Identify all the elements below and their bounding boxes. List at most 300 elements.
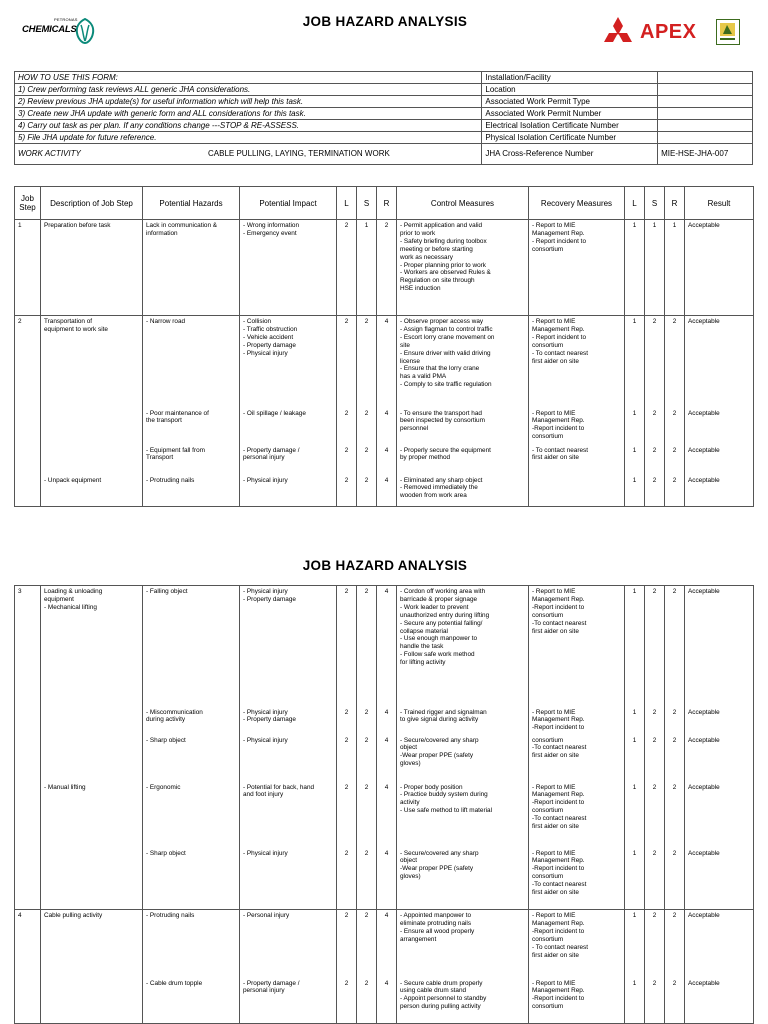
cell-text: - Report to MIE Management Rep. -Report incident to consortium -To contact nearest first aider on site [532, 783, 587, 831]
cell-impact [240, 475, 337, 507]
cell-result [685, 910, 754, 978]
hazard-row [15, 848, 754, 910]
cell-hazard [143, 910, 240, 978]
cell-l2 [625, 316, 645, 408]
cell-s2 [645, 316, 665, 408]
cell-recovery [529, 586, 625, 707]
cell-l [337, 220, 357, 316]
cell-control [397, 586, 529, 707]
field-label: Associated Work Permit Type [482, 96, 658, 108]
cell-step [15, 445, 41, 475]
page-header [0, 0, 768, 64]
cell-text: 4 [384, 783, 389, 791]
cell-text: - Narrow road [146, 318, 186, 325]
cell-text: - Report to MIE Management Rep. - Report incident to consortium [532, 222, 586, 253]
cell-text: - Physical injury - Property damage [243, 588, 296, 603]
cell-text: 4 [384, 318, 389, 325]
field-label: Location [482, 84, 658, 96]
cell-text: Preparation before task [44, 222, 111, 229]
field-value[interactable] [658, 84, 753, 96]
cell-s2 [645, 220, 665, 316]
column-header: Recovery Measures [529, 187, 625, 220]
cell-text: Acceptable [688, 912, 720, 919]
cell-text: 2 [364, 783, 369, 791]
column-header: Description of Job Step [41, 187, 143, 220]
cell-text: - Observe proper access way - Assign flagman to control traffic - Escort lorry crane movement on site - Ensure driver with valid driving license - Ensure that the lorry crane has a valid PMA - Comply to site traffic regulation [400, 318, 495, 389]
cell-result [685, 978, 754, 1024]
three-diamonds-icon [600, 16, 636, 48]
cell-desc [41, 782, 143, 848]
cell-s [357, 408, 377, 445]
cell-r2 [665, 707, 685, 735]
cell-step [15, 910, 41, 978]
cell-hazard [143, 445, 240, 475]
cell-s2 [645, 848, 665, 910]
cell-desc [41, 445, 143, 475]
cell-text: - Report to MIE Management Rep. -Report incident to consortium -To contact nearest first aider on site [532, 849, 587, 897]
field-value[interactable] [658, 72, 753, 84]
cell-text: 2 [364, 446, 369, 454]
cell-desc [41, 316, 143, 408]
cell-s [357, 910, 377, 978]
cell-text: 2 [344, 222, 349, 229]
cell-text: - Falling object [146, 588, 188, 595]
hazard-row [15, 978, 754, 1024]
cell-r [377, 586, 397, 707]
cell-text: - Manual lifting [44, 783, 86, 791]
cell-hazard [143, 978, 240, 1024]
cell-text: 2 [364, 912, 369, 919]
cell-s [357, 848, 377, 910]
cell-text: Acceptable [688, 222, 720, 229]
column-header: L [625, 187, 645, 220]
cell-text: 2 [344, 708, 349, 716]
field-label: Electrical Isolation Certificate Number [482, 120, 658, 132]
cell-text: 4 [384, 708, 389, 716]
cell-l2 [625, 782, 645, 848]
cell-text: 2 [672, 979, 677, 987]
cell-text: - Protruding nails [146, 476, 195, 484]
cell-text: - Unpack equipment [44, 476, 102, 484]
cell-text: - Eliminated any sharp object - Removed immediately the wooden from work area [400, 476, 483, 500]
cell-control [397, 978, 529, 1024]
cell-text: - Collision - Traffic obstruction - Vehicle accident - Property damage - Physical injury [243, 318, 298, 357]
logo-left-top-text: PETRONAS [54, 17, 78, 22]
cell-step [15, 316, 41, 408]
instruction-text: 4) Carry out task as per plan. If any conditions change ---STOP & RE-ASSESS. [15, 120, 482, 132]
cell-hazard [143, 735, 240, 782]
work-activity-row [15, 144, 753, 165]
cell-result [685, 316, 754, 408]
cell-l2 [625, 735, 645, 782]
column-header: S [645, 187, 665, 220]
cell-text: 2 [364, 736, 369, 744]
cell-text: 1 [632, 409, 637, 417]
cell-text: 2 [364, 588, 369, 595]
cell-text: - Report to MIE Management Rep. -Report incident to consortium [532, 979, 585, 1011]
cell-text: 2 [364, 979, 369, 987]
cell-text: 2 [18, 318, 22, 325]
cell-result [685, 408, 754, 445]
cell-text: 4 [384, 409, 389, 417]
cell-r [377, 910, 397, 978]
cell-impact [240, 848, 337, 910]
cell-s2 [645, 586, 665, 707]
column-header: R [377, 187, 397, 220]
cell-s [357, 316, 377, 408]
cell-s2 [645, 910, 665, 978]
cell-l2 [625, 408, 645, 445]
cell-recovery [529, 220, 625, 316]
cell-text: 2 [364, 476, 369, 484]
cell-s2 [645, 978, 665, 1024]
work-activity-value: CABLE PULLING, LAYING, TERMINATION WORK [208, 149, 390, 158]
partner-emblem-icon [716, 19, 740, 45]
cell-result [685, 445, 754, 475]
cell-text: 4 [384, 736, 389, 744]
hazard-row [15, 445, 754, 475]
hazard-row [15, 220, 754, 316]
jha-table-1 [14, 186, 754, 507]
column-header: Job Step [15, 187, 41, 220]
cell-text: - Physical injury [243, 736, 288, 744]
instruction-text: 3) Create new JHA update with generic form and ALL considerations for this task. [15, 108, 482, 120]
cell-text: Lack in communication & information [146, 222, 218, 237]
cell-text: 2 [364, 708, 369, 716]
cell-text: Acceptable [688, 318, 720, 325]
cell-text: 4 [384, 849, 389, 857]
cell-text: Acceptable [688, 708, 720, 716]
field-label: Physical Isolation Certificate Number [482, 132, 658, 144]
cell-desc [41, 475, 143, 507]
cell-hazard [143, 782, 240, 848]
cell-l2 [625, 978, 645, 1024]
cell-text: Acceptable [688, 409, 720, 417]
cell-step [15, 978, 41, 1024]
cell-impact [240, 316, 337, 408]
hazard-row [15, 735, 754, 782]
cell-hazard [143, 408, 240, 445]
jha-table-2 [14, 585, 754, 1024]
cell-text: - Report to MIE Management Rep. -Report incident to consortium -To contact nearest first aider on site [532, 588, 587, 635]
cell-text: 1 [632, 912, 637, 919]
info-row [15, 108, 753, 120]
cell-text: - Properly secure the equipment by proper method [400, 446, 491, 462]
cell-text: - Protruding nails [146, 912, 195, 919]
info-row [15, 84, 753, 96]
cell-impact [240, 735, 337, 782]
cell-text: 1 [632, 446, 637, 454]
cell-impact [240, 707, 337, 735]
cell-control [397, 475, 529, 507]
cell-text: 1 [632, 318, 637, 325]
cell-r2 [665, 848, 685, 910]
cell-r2 [665, 735, 685, 782]
xref-value: MIE-HSE-JHA-007 [658, 144, 753, 165]
cell-text: 2 [344, 912, 349, 919]
cell-text: - Secure/covered any sharp object -Wear proper PPE (safety gloves) [400, 849, 479, 881]
cell-text: - Poor maintenance of the transport [146, 409, 209, 425]
cell-text: 2 [652, 912, 657, 919]
cell-l [337, 848, 357, 910]
cell-text: 2 [672, 476, 677, 484]
cell-text: - Proper body position - Practice buddy system during activity - Use safe method to lift material [400, 783, 492, 815]
cell-text: 2 [672, 409, 677, 417]
cell-step [15, 848, 41, 910]
cell-text: 1 [672, 222, 677, 229]
cell-text: 1 [18, 222, 22, 229]
logo-left-text: CHEMICALS [22, 24, 77, 35]
instruction-text: 2) Review previous JHA update(s) for useful information which will help this task. [15, 96, 482, 108]
section-title: JOB HAZARD ANALYSIS [302, 558, 468, 573]
cell-text: 2 [344, 736, 349, 744]
cell-step [15, 220, 41, 316]
cell-l [337, 475, 357, 507]
cell-r2 [665, 475, 685, 507]
cell-text: - Cable drum topple [146, 979, 203, 987]
cell-desc [41, 735, 143, 782]
cell-text: 2 [652, 849, 657, 857]
cell-result [685, 707, 754, 735]
cell-text: - Personal injury [243, 912, 290, 919]
cell-r [377, 707, 397, 735]
cell-r2 [665, 220, 685, 316]
cell-desc [41, 586, 143, 707]
cell-impact [240, 445, 337, 475]
cell-text: Acceptable [688, 476, 720, 484]
cell-l2 [625, 445, 645, 475]
cell-text: - Miscommunication during activity [146, 708, 203, 724]
cell-text: 2 [672, 849, 677, 857]
cell-text: 1 [652, 222, 657, 229]
cell-result [685, 475, 754, 507]
cell-s2 [645, 475, 665, 507]
apex-logo-text: APEX [640, 21, 697, 43]
xref-label: JHA Cross-Reference Number [482, 144, 658, 165]
cell-l2 [625, 848, 645, 910]
cell-text: - Wrong information - Emergency event [243, 222, 299, 237]
cell-text: 2 [344, 409, 349, 417]
cell-impact [240, 408, 337, 445]
cell-text: 2 [344, 476, 349, 484]
cell-desc [41, 910, 143, 978]
cell-s [357, 782, 377, 848]
info-row [15, 132, 753, 144]
cell-text: - Appointed manpower to eliminate protruding nails - Ensure all wood properly arrangement [400, 912, 475, 943]
cell-l [337, 707, 357, 735]
cell-control [397, 220, 529, 316]
apex-logo [600, 16, 750, 52]
cell-text: - Secure/covered any sharp object -Wear proper PPE (safety gloves) [400, 736, 479, 768]
cell-text: - To contact nearest first aider on site [532, 446, 589, 462]
hazard-row [15, 782, 754, 848]
cell-l [337, 978, 357, 1024]
cell-step [15, 782, 41, 848]
cell-r [377, 782, 397, 848]
cell-text: 1 [632, 783, 637, 791]
cell-text: 4 [384, 979, 389, 987]
cell-recovery [529, 475, 625, 507]
cell-text: - Permit application and valid prior to work - Safety briefing during toolbox meeting or before starting work as necessary - Proper planning prior to work - Workers are observed Rules & Regulation on site through HSE induction [400, 222, 491, 293]
cell-text: - Secure cable drum properly using cable drum stand - Appoint personnel to standby person during pulling activity [400, 979, 487, 1011]
cell-result [685, 220, 754, 316]
cell-text: Cable pulling activity [44, 912, 103, 919]
hazard-row [15, 316, 754, 408]
cell-r [377, 848, 397, 910]
info-row [15, 96, 753, 108]
cell-recovery [529, 978, 625, 1024]
cell-text: 1 [364, 222, 369, 229]
cell-text: 2 [364, 849, 369, 857]
cell-s [357, 475, 377, 507]
field-label: Associated Work Permit Number [482, 108, 658, 120]
cell-hazard [143, 220, 240, 316]
cell-step [15, 707, 41, 735]
cell-text: 1 [632, 222, 637, 229]
cell-text: - Property damage / personal injury [243, 446, 300, 462]
field-value[interactable] [658, 108, 753, 120]
cell-text: 1 [632, 708, 637, 716]
cell-control [397, 735, 529, 782]
cell-text: - Report to MIE Management Rep. -Report incident to consortium [532, 409, 585, 441]
cell-r2 [665, 316, 685, 408]
petronas-emblem-icon [74, 18, 96, 44]
cell-l [337, 445, 357, 475]
cell-r2 [665, 782, 685, 848]
cell-text: - Sharp object [146, 849, 186, 857]
cell-impact [240, 782, 337, 848]
cell-s [357, 445, 377, 475]
cell-desc [41, 220, 143, 316]
cell-text: - Ergonomic [146, 783, 181, 791]
cell-text: 4 [384, 588, 389, 595]
cell-desc [41, 848, 143, 910]
cell-text: Transportation of equipment to work site [44, 318, 108, 333]
cell-text: 1 [632, 588, 637, 595]
field-value[interactable] [658, 120, 753, 132]
cell-text: 2 [344, 446, 349, 454]
cell-text: - Report to MIE Management Rep. -Report incident to [532, 708, 585, 732]
cell-text: 2 [344, 849, 349, 857]
cell-text: 1 [632, 979, 637, 987]
cell-text: Acceptable [688, 736, 720, 744]
instruction-text: 1) Crew performing task reviews ALL generic JHA considerations. [15, 84, 482, 96]
cell-result [685, 848, 754, 910]
cell-r2 [665, 586, 685, 707]
cell-text: Acceptable [688, 446, 720, 454]
cell-text: 2 [384, 222, 389, 229]
cell-text: 4 [384, 446, 389, 454]
cell-s [357, 586, 377, 707]
cell-r2 [665, 978, 685, 1024]
cell-l [337, 586, 357, 707]
cell-r [377, 408, 397, 445]
cell-text: 2 [344, 979, 349, 987]
column-header: Potential Impact [240, 187, 337, 220]
cell-impact [240, 220, 337, 316]
cell-l [337, 782, 357, 848]
cell-text: 2 [344, 588, 349, 595]
cell-text: Loading & unloading equipment - Mechanical lifting [44, 588, 103, 611]
cell-control [397, 408, 529, 445]
cell-impact [240, 586, 337, 707]
cell-text: 2 [344, 783, 349, 791]
cell-recovery [529, 316, 625, 408]
cell-l2 [625, 220, 645, 316]
cell-text: 1 [632, 736, 637, 744]
cell-result [685, 782, 754, 848]
cell-r2 [665, 445, 685, 475]
leaf-icon [717, 20, 738, 43]
column-header: S [357, 187, 377, 220]
cell-text: 2 [652, 588, 657, 595]
cell-l2 [625, 586, 645, 707]
cell-text: Acceptable [688, 979, 720, 987]
cell-text: 2 [672, 912, 677, 919]
column-header: Result [685, 187, 754, 220]
cell-text: - Equipment fall from Transport [146, 446, 205, 462]
cell-l [337, 735, 357, 782]
cell-text: - Report to MIE Management Rep. - Report incident to consortium - To contact nearest first aider on site [532, 318, 589, 365]
cell-recovery [529, 707, 625, 735]
cell-r [377, 735, 397, 782]
cell-hazard [143, 586, 240, 707]
cell-recovery [529, 445, 625, 475]
cell-text: 2 [364, 409, 369, 417]
cell-text: - Property damage / personal injury [243, 979, 300, 995]
cell-text: - Oil spillage / leakage [243, 409, 306, 417]
cell-text: - Cordon off working area with barricade & proper signage - Work leader to prevent unauthorized entry during lifting - Secure any potential falling/ collapse material - Use enough manpower to handle the task - Follow safe work method for lifting activity [400, 588, 490, 667]
cell-desc [41, 978, 143, 1024]
cell-desc [41, 408, 143, 445]
cell-r2 [665, 408, 685, 445]
cell-text: 2 [652, 736, 657, 744]
cell-text: - Physical injury [243, 849, 288, 857]
field-value[interactable] [658, 132, 753, 144]
cell-text: 2 [652, 979, 657, 987]
cell-hazard [143, 475, 240, 507]
cell-step [15, 735, 41, 782]
cell-r [377, 445, 397, 475]
cell-r [377, 978, 397, 1024]
cell-s2 [645, 707, 665, 735]
cell-text: 4 [384, 912, 389, 919]
cell-text: 2 [672, 588, 677, 595]
cell-text: Acceptable [688, 588, 720, 595]
cell-text: 2 [652, 318, 657, 325]
cell-text: - Potential for back, hand and foot injury [243, 783, 315, 799]
cell-result [685, 735, 754, 782]
cell-text: 1 [632, 849, 637, 857]
info-row [15, 120, 753, 132]
cell-s2 [645, 408, 665, 445]
cell-r [377, 475, 397, 507]
cell-text: 2 [652, 476, 657, 484]
cell-control [397, 910, 529, 978]
cell-l [337, 910, 357, 978]
cell-text: 3 [18, 588, 22, 595]
hazard-row [15, 586, 754, 707]
cell-text: 2 [652, 446, 657, 454]
cell-text: 4 [384, 476, 389, 484]
cell-s2 [645, 735, 665, 782]
cell-impact [240, 910, 337, 978]
form-info-table [14, 71, 753, 165]
cell-step [15, 408, 41, 445]
work-activity-label: WORK ACTIVITY CABLE PULLING, LAYING, TERMINATION WORK [15, 144, 482, 165]
field-value[interactable] [658, 96, 753, 108]
cell-s2 [645, 445, 665, 475]
